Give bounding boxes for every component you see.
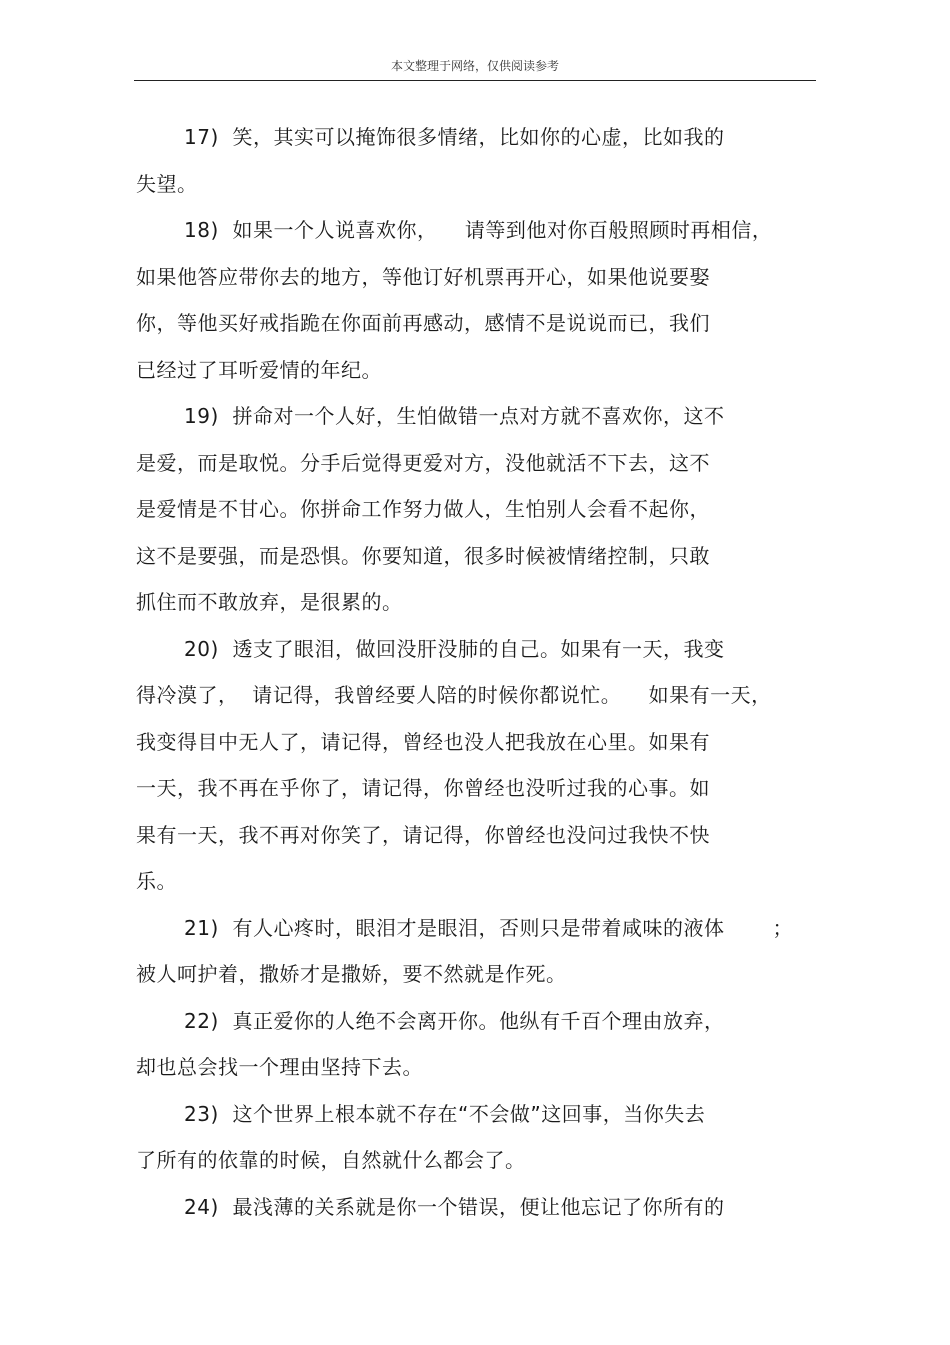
text-line: 是爱，而是取悦。分手后觉得更爱对方，没他就活不下去，这不 (136, 450, 710, 475)
header-divider (134, 80, 816, 81)
text-line: 21) 有人心疼时，眼泪才是眼泪，否则只是带着咸味的液体 ； (184, 915, 793, 940)
paragraph (136, 905, 826, 998)
text-line: 如果他答应带你去的地方，等他订好机票再开心，如果他说要娶 (136, 264, 710, 289)
paragraph (136, 626, 826, 905)
text-line: 17) 笑，其实可以掩饰很多情绪，比如你的心虚，比如我的 (184, 125, 725, 149)
text-line: 24) 最浅薄的关系就是你一个错误，便让他忘记了你所有的 (184, 1194, 725, 1219)
text-line: 得冷漠了， 请记得，我曾经要人陪的时候你都说忙。 如果有一天， (136, 683, 772, 707)
paragraph (136, 1184, 826, 1231)
text-line: 18) 如果一个人说喜欢你， 请等到他对你百般照顾时再相信， (184, 218, 773, 242)
text-line: 果有一天，我不再对你笑了，请记得，你曾经也没问过我快不快 (136, 822, 710, 847)
text-line: 乐。 (136, 869, 177, 893)
text-line: 这不是要强，而是恐惧。你要知道，很多时候被情绪控制，只敢 (136, 543, 710, 568)
paragraph (136, 207, 826, 393)
text-line: 20) 透支了眼泪，做回没肝没肺的自己。如果有一天，我变 (184, 636, 725, 661)
text-line: 我变得目中无人了，请记得，曾经也没人把我放在心里。如果有 (136, 729, 710, 754)
document-body (136, 114, 826, 1230)
text-line: 一天，我不再在乎你了，请记得，你曾经也没听过我的心事。如 (136, 776, 710, 800)
text-line: 被人呵护着，撒娇才是撒娇，要不然就是作死。 (136, 962, 567, 986)
paragraph (136, 998, 826, 1091)
text-line: 却也总会找一个理由坚持下去。 (136, 1055, 423, 1079)
page-header: 本文整理于网络，仅供阅读参考 (390, 59, 559, 73)
paragraph (136, 1091, 826, 1184)
text-line: 了所有的依靠的时候，自然就什么都会了。 (136, 1148, 526, 1172)
text-line: 22) 真正爱你的人绝不会离开你。他纵有千百个理由放弃， (184, 1008, 725, 1033)
text-line: 19) 拼命对一个人好，生怕做错一点对方就不喜欢你，这不 (184, 404, 725, 428)
text-line: 已经过了耳听爱情的年纪。 (136, 357, 382, 382)
text-line: 你，等他买好戒指跪在你面前再感动，感情不是说说而已，我们 (136, 311, 710, 335)
text-line: 抓住而不敢放弃，是很累的。 (136, 590, 403, 614)
text-line: 是爱情是不甘心。你拼命工作努力做人，生怕别人会看不起你， (136, 497, 710, 521)
text-line: 23) 这个世界上根本就不存在“不会做”这回事，当你失去 (184, 1101, 706, 1126)
text-line: 失望。 (136, 171, 198, 196)
paragraph (136, 393, 826, 626)
paragraph (136, 114, 826, 207)
